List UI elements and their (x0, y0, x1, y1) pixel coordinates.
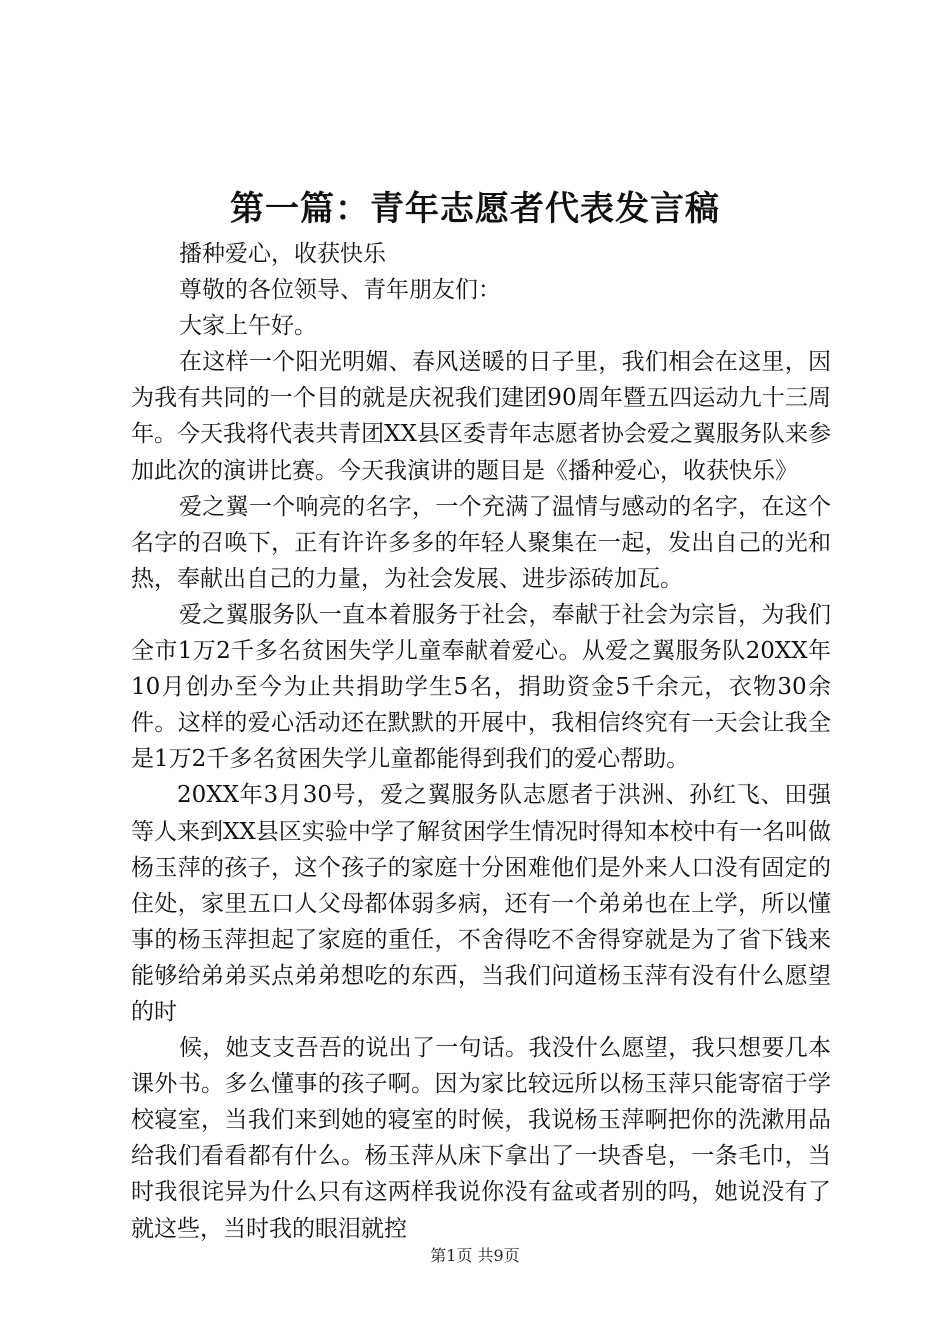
body-paragraph: 候，她支支吾吾的说出了一句话。我没什么愿望，我只想要几本课外书。多么懂事的孩子啊。因为家比较远所以杨玉萍只能寄宿于学校寝室，当我们来到她的寝室的时候，我说杨玉萍啊把你的洗漱用品给我们看看都有什么。杨玉萍从床下拿出了一块香皂，一条毛巾，当时我很诧异为什么只有这两样我说你没有盆或者别的吗，她说没有了就这些，当时我的眼泪就控 (131, 1035, 831, 1242)
speech-subtitle: 播种爱心，收获快乐 (179, 241, 386, 267)
body-paragraph: 爱之翼服务队一直本着服务于社会，奉献于社会为宗旨，为我们全市1万2千多名贫困失学儿童奉献着爱心。从爱之翼服务队20XX年10月创办至今为止共捐助学生5名，捐助资金5千余元，衣物30余件。这样的爱心活动还在默默的开展中，我相信终究有一天会让我全是1万2千多名贫困失学儿童都能得到我们的爱心帮助。 (131, 601, 831, 773)
body-paragraph: 20XX年3月30号，爱之翼服务队志愿者于洪洲、孙红飞、田强等人来到XX县区实验中学了解贫困学生情况时得知本校中有一名叫做杨玉萍的孩子，这个孩子的家庭十分困难他们是外来人口没有固定的住处，家里五口人父母都体弱多病，还有一个弟弟也在上学，所以懂事的杨玉萍担起了家庭的重任，不舍得吃不舍得穿就是为了省下钱来能够给弟弟买点弟弟想吃的东西，当我们问道杨玉萍有没有什么愿望的时 (131, 782, 831, 1025)
document-title: 第一篇：青年志愿者代表发言稿 (230, 189, 720, 229)
page-number-footer: 第1页 共9页 (430, 1246, 520, 1265)
document-body (131, 236, 831, 1247)
greeting: 大家上午好。 (179, 313, 317, 340)
salutation: 尊敬的各位领导、青年朋友们： (179, 277, 501, 304)
body-paragraph: 在这样一个阳光明媚、春风送暖的日子里，我们相会在这里，因为我有共同的一个目的就是庆祝我们建团90周年暨五四运动九十三周年。今天我将代表共青团XX县区委青年志愿者协会爱之翼服务队来参加此次的演讲比赛。今天我演讲的题目是《播种爱心，收获快乐》 (131, 349, 831, 484)
body-paragraph: 爱之翼一个响亮的名字，一个充满了温情与感动的名字，在这个名字的召唤下，正有许许多多的年轻人聚集在一起，发出自己的光和热，奉献出自己的力量，为社会发展、进步添砖加瓦。 (131, 493, 831, 592)
